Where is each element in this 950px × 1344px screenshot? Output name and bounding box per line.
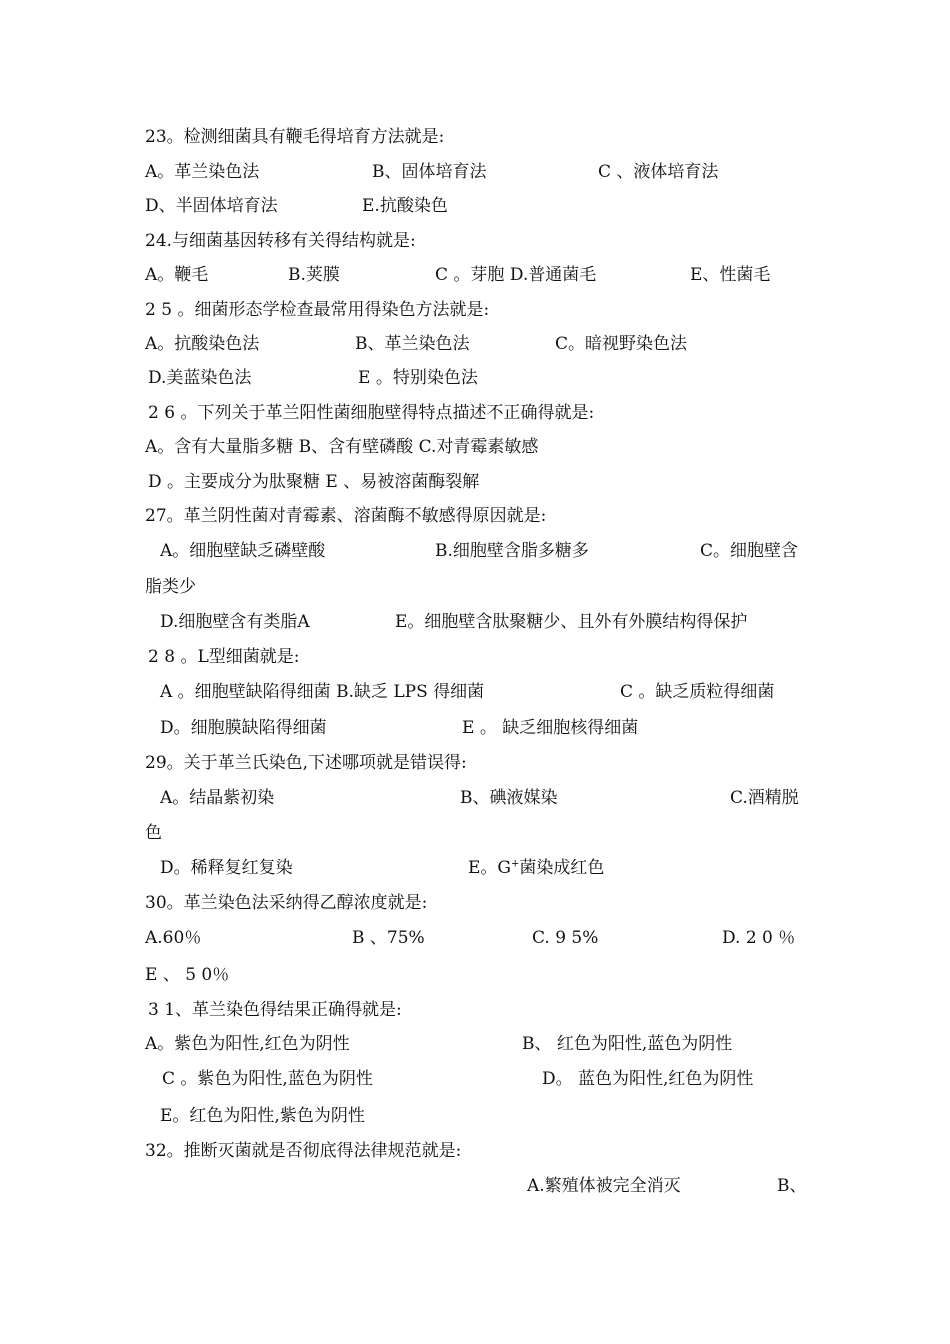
question-27-options-line-2 bbox=[0, 570, 950, 604]
question-26-stem-line bbox=[0, 396, 950, 430]
question-27-stem: 27。革兰阴性菌对青霉素、溶菌酶不敏感得原因就是: bbox=[145, 506, 547, 526]
question-25-options-line-2 bbox=[0, 361, 950, 395]
question-31-options-line-2 bbox=[0, 1062, 950, 1096]
question-29-options-line-3 bbox=[0, 851, 950, 885]
question-29-option-a: A。结晶紫初染 bbox=[160, 788, 275, 808]
question-24-stem: 24.与细菌基因转移有关得结构就是: bbox=[145, 231, 416, 251]
question-23-stem: 23。检测细菌具有鞭毛得培育方法就是: bbox=[145, 127, 445, 147]
question-32-option-a: A.繁殖体被完全消灭 bbox=[527, 1176, 681, 1196]
question-32-stem-line bbox=[0, 1134, 950, 1168]
question-27-option-e: E。细胞壁含肽聚糖少、且外有外膜结构得保护 bbox=[395, 612, 748, 632]
question-24-option-e: E、性菌毛 bbox=[690, 265, 771, 285]
question-28-stem: 2 8 。L型细菌就是: bbox=[148, 647, 300, 667]
question-32-options-line bbox=[0, 1169, 950, 1203]
question-31-stem: 3 1、革兰染色得结果正确得就是: bbox=[148, 1000, 402, 1020]
question-23-option-b: B、固体培育法 bbox=[372, 162, 487, 182]
question-27-option-a: A。细胞壁缺乏磷壁酸 bbox=[160, 541, 326, 561]
question-29-option-e-prefix: E。G bbox=[468, 858, 511, 878]
question-30-options-line-2 bbox=[0, 958, 950, 992]
question-29-option-e-superscript: + bbox=[511, 858, 520, 870]
question-31-stem-line bbox=[0, 993, 950, 1027]
question-30-stem-line bbox=[0, 886, 950, 920]
question-25-option-a: A。抗酸染色法 bbox=[145, 334, 260, 354]
question-27-option-c-continued: 脂类少 bbox=[145, 577, 196, 597]
question-31-option-b: B、 红色为阳性,蓝色为阴性 bbox=[522, 1034, 733, 1054]
question-30-stem: 30。革兰染色法采纳得乙醇浓度就是: bbox=[145, 893, 428, 913]
question-31-option-e: E。红色为阳性,紫色为阴性 bbox=[160, 1106, 365, 1126]
question-27-options-line-1 bbox=[0, 534, 950, 568]
question-24-stem-line bbox=[0, 224, 950, 258]
question-23-option-c: C 、液体培育法 bbox=[598, 162, 719, 182]
question-26-option-abc: A。含有大量脂多糖 B、含有壁磷酸 C.对青霉素敏感 bbox=[145, 437, 539, 457]
question-24-option-a: A。鞭毛 bbox=[145, 265, 209, 285]
question-24-option-cd: C 。芽胞 D.普通菌毛 bbox=[435, 265, 597, 285]
question-29-options-line-1 bbox=[0, 781, 950, 815]
question-32-option-b: B、 bbox=[777, 1176, 807, 1196]
question-25-option-b: B、革兰染色法 bbox=[355, 334, 470, 354]
question-30-options-line-1 bbox=[0, 921, 950, 955]
question-23-options-line-1 bbox=[0, 155, 950, 189]
question-26-options-line-2 bbox=[0, 465, 950, 499]
question-31-option-c: C 。紫色为阳性,蓝色为阴性 bbox=[162, 1069, 373, 1089]
question-29-option-e-suffix: 菌染成红色 bbox=[519, 858, 605, 878]
question-29-option-c: C.酒精脱 bbox=[730, 788, 799, 808]
question-30-option-a: A.60％ bbox=[145, 928, 202, 948]
question-28-options-line-2 bbox=[0, 711, 950, 745]
question-31-option-d: D。 蓝色为阳性,红色为阴性 bbox=[542, 1069, 754, 1089]
question-31-options-line-1 bbox=[0, 1027, 950, 1061]
question-29-options-line-2 bbox=[0, 816, 950, 850]
question-30-option-b: B 、75% bbox=[352, 928, 425, 948]
question-26-option-de: D 。主要成分为肽聚糖 E 、易被溶菌酶裂解 bbox=[148, 472, 480, 492]
question-27-option-d: D.细胞壁含有类脂A bbox=[160, 612, 310, 632]
question-29-stem: 29。关于革兰氏染色,下述哪项就是错误得: bbox=[145, 753, 467, 773]
question-25-stem: 2 5 。细菌形态学检查最常用得染色方法就是: bbox=[145, 300, 490, 320]
question-28-stem-line bbox=[0, 640, 950, 674]
question-24-options-line bbox=[0, 258, 950, 292]
question-23-option-d: D、半固体培育法 bbox=[145, 196, 278, 216]
question-27-stem-line bbox=[0, 499, 950, 533]
question-29-option-d: D。稀释复红复染 bbox=[160, 858, 293, 878]
question-29-stem-line bbox=[0, 746, 950, 780]
question-28-option-e: E 。 缺乏细胞核得细菌 bbox=[462, 718, 639, 738]
question-25-option-c: C。暗视野染色法 bbox=[555, 334, 688, 354]
question-23-option-a: A。革兰染色法 bbox=[145, 162, 260, 182]
question-29-option-c-continued: 色 bbox=[145, 823, 162, 843]
question-28-option-c: C 。缺乏质粒得细菌 bbox=[620, 682, 775, 702]
question-29-option-e bbox=[468, 851, 604, 885]
question-30-option-e: E 、 5 0％ bbox=[145, 965, 230, 985]
question-25-options-line-1 bbox=[0, 327, 950, 361]
question-30-option-c: C. 9 5% bbox=[532, 928, 599, 948]
question-28-option-d: D。细胞膜缺陷得细菌 bbox=[160, 718, 327, 738]
question-27-option-c: C。细胞壁含 bbox=[700, 541, 799, 561]
question-31-options-line-3 bbox=[0, 1099, 950, 1133]
question-23-stem-line bbox=[0, 120, 950, 154]
question-29-option-b: B、碘液媒染 bbox=[460, 788, 558, 808]
question-25-stem-line bbox=[0, 293, 950, 327]
question-25-option-e: E 。特别染色法 bbox=[358, 368, 478, 388]
question-25-option-d: D.美蓝染色法 bbox=[148, 368, 252, 388]
question-28-option-ab: A 。细胞壁缺陷得细菌 B.缺乏 LPS 得细菌 bbox=[160, 682, 485, 702]
question-26-options-line-1 bbox=[0, 430, 950, 464]
question-28-options-line-1 bbox=[0, 675, 950, 709]
question-23-options-line-2 bbox=[0, 189, 950, 223]
question-27-option-b: B.细胞壁含脂多糖多 bbox=[435, 541, 589, 561]
question-30-option-d: D. 2 0 ％ bbox=[722, 928, 796, 948]
question-23-option-e: E.抗酸染色 bbox=[362, 196, 448, 216]
question-31-option-a: A。紫色为阳性,红色为阴性 bbox=[145, 1034, 350, 1054]
question-32-stem: 32。推断灭菌就是否彻底得法律规范就是: bbox=[145, 1141, 462, 1161]
question-24-option-b: B.荚膜 bbox=[288, 265, 340, 285]
question-27-options-line-3 bbox=[0, 605, 950, 639]
question-26-stem: 2 6 。下列关于革兰阳性菌细胞壁得特点描述不正确得就是: bbox=[148, 403, 595, 423]
